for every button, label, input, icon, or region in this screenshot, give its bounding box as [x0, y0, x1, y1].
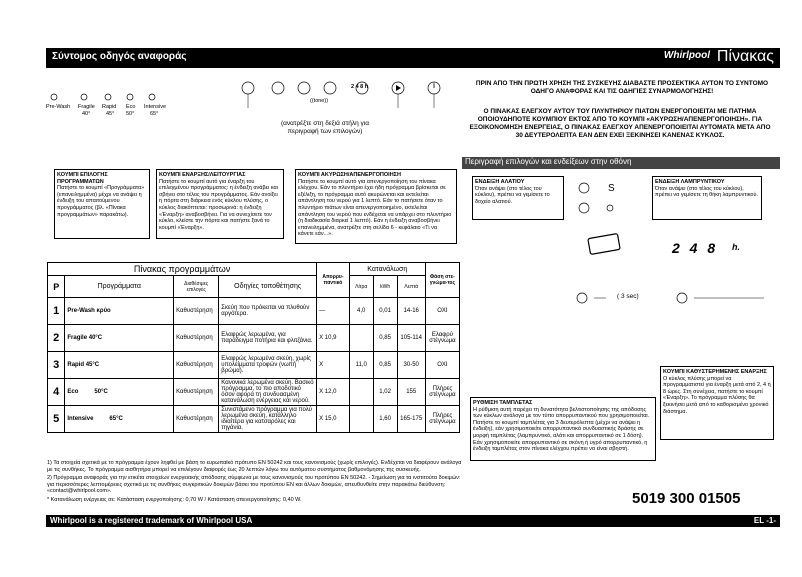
prewash-icon — [51, 94, 57, 100]
program-label-rapid: Rapid — [102, 104, 117, 110]
delay-display: 2 4 8 — [672, 240, 719, 256]
row-load: Κανονικά λερωμένα σκεύη. Βασικό πρόγραμμα, το πιο αποδοτικό όσον αφορά τη συνδυασμένη κατανάλωση ενέργειας και νερού. — [219, 379, 317, 406]
table-row — [48, 352, 460, 379]
program-label-intensive: Intensive — [144, 104, 167, 110]
row-detergent: X 15,0 — [317, 406, 350, 433]
row-program-name: Pre-Wash κρύο — [67, 308, 111, 314]
program-temp-fragile: 40° — [82, 111, 91, 117]
footer-page: EL -1- — [753, 516, 776, 525]
row-program — [65, 406, 174, 433]
row-program-name: Fragile 40°C — [67, 335, 103, 341]
tablet-button-icon — [577, 293, 587, 303]
row-min: 165-175 — [397, 406, 425, 433]
panel-buttons — [238, 78, 458, 108]
control-panel — [46, 76, 458, 126]
row-available: Καθυστέρηση — [174, 298, 219, 325]
program-table — [47, 262, 460, 433]
tablet-box-text: Η ρύθμιση αυτή παρέχει τη δυνατότητα βελτιστοποίησης της απόδοσης των κύκλων ανάλογα με τον τύπο απορρυπαντικού που χρησιμοποιείται. Πατήστε το κουμπί ταμπλέτας για 3 δευτερόλεπτα (μέχρι να ανάψει η ένδειξη), εάν χρησιμοποιείτε απορρυπαντικά συνδυαστικής δράσης σε μορφή ταμπλέτας (λαμπρυντικό, αλάτι και απορρυπαντικό σε 1 δόση). Εάν χρησιμοποιείτε απορρυπαντικό σε σκόνη ή υγρό απορρυπαντικό, η ένδειξη ταμπλέτας στον πίνακα ελέγχου πρέπει να είναι σβηστή. — [473, 406, 650, 453]
row-detergent: — — [317, 298, 350, 325]
program-temp-intensive: 65° — [150, 111, 159, 117]
row-phase: ΟΧΙ — [425, 352, 459, 379]
row-kwh: 0,85 — [373, 325, 397, 352]
callout-program-select — [54, 169, 150, 239]
row-available: Καθυστέρηση — [174, 379, 219, 406]
table-row — [48, 406, 460, 433]
row-phase: Ελαφρύ στέγνωμα — [425, 325, 459, 352]
row-phase: Πλήρες στέγνωμα — [425, 379, 459, 406]
row-number: 1 — [48, 298, 65, 325]
row-phase: Πλήρες στέγνωμα — [425, 406, 459, 433]
row-litre — [349, 325, 373, 352]
program-select-button — [242, 82, 254, 94]
row-program — [65, 325, 174, 352]
row-program-name: Intensive — [67, 416, 94, 422]
program-temp-rapid: 45° — [106, 111, 115, 117]
table-row — [48, 325, 460, 352]
play-icon — [396, 85, 401, 91]
th-detergent: Απορρυ-παντικό — [317, 263, 350, 298]
row-program — [65, 298, 174, 325]
table-title: Πίνακας προγραμμάτων — [48, 263, 317, 276]
row-kwh: 0,85 — [373, 352, 397, 379]
note-2: 2) Πρόγραμμα αναφοράς για την ετικέτα στοιχείων ενεργειακής απόδοσης σύμφωνα με τους κανονισμούς του προτύπου ΕΝ 50242. - Σημείωση για τα ινστιτούτα δοκιμών: για περισσότερες λεπτομέρειες σχετικά με τις συνθήκες συγκριτικών δοκιμών βάσει του προτύπου EN και άλλων δοκιμών, απευθυνθείτε στην παρακάτω διεύθυνση: «contact@whirlpool.com». — [47, 475, 461, 495]
page-title: Σύντομος οδηγός αναφοράς — [52, 51, 187, 62]
row-program-name: Eco — [67, 389, 79, 395]
row-litre: 11,0 — [349, 352, 373, 379]
three-sec: ( 3 sec) — [617, 293, 639, 300]
table-row — [48, 379, 460, 406]
row-litre: 4,0 — [349, 298, 373, 325]
program-temp-eco: 50° — [126, 111, 135, 117]
desc-bar: Περιγραφή επιλογών και ενδείξεων στην οθόνη — [462, 157, 780, 169]
row-load: Ελαφρώς λερωμένα, για παράδειγμα ποτήρια και φλιτζάνια. — [219, 325, 317, 352]
tone-label: ((tone)) — [310, 98, 329, 104]
arrows — [574, 288, 774, 308]
th-consumption: Κατανάλωση — [349, 263, 425, 276]
tablet-box-title: ΡΥΘΜΙΣΗ ΤΑΜΠΛΕΤΑΣ — [473, 400, 533, 406]
callout-start — [156, 169, 284, 239]
callout-start-text: Πατήστε το κουμπί αυτό για έναρξη του επιλεγμένου προγράμματος: η ένδειξη ανάβει και σβήνει στο τέλος του προγράμματος. Εάν ανοίξει η πόρτα στη διάρκεια ενός κύκλου πλύσης, ο κύκλος διακόπτεται: προσωρινά: η ένδειξη «Έναρξη» αναβοσβήνει. Για να συνεχίσετε τον κύκλο, κλείστε την πόρτα και πατήστε ξανά το κουμπί «Έναρξη». — [159, 178, 278, 231]
delay-box-title: ΚΟΥΜΠΙ ΚΑΘΥΣΤΕΡΗΜΕΝΗΣ ΕΝΑΡΞΗΣ — [663, 369, 767, 375]
salt-indicator-icon — [272, 82, 284, 94]
th-kwh: kWh — [373, 276, 397, 298]
salt-indicator-text: Όταν ανάψει (στο τέλος του κύκλου), πρέπει να γεμίσετε το δοχείο αλατιού. — [475, 185, 550, 205]
rinse-indicator-text: Όταν ανάψει (στο τέλος του κύκλου), πρέπει να γεμίσετε τη θήκη λαμπρυντικού. — [655, 185, 759, 199]
panel-caption: (ανατρέξτε στη δεξιά στήλη για περιγραφή των επιλογών) — [280, 120, 370, 136]
notes — [47, 460, 462, 504]
row-program-temp: 65°C — [109, 416, 123, 422]
product-code: 5019 300 01505 — [632, 490, 741, 507]
brand-logo: Whirlpool — [663, 50, 710, 61]
indicator-icons — [570, 178, 650, 218]
row-phase: ΟΧΙ — [425, 298, 459, 325]
warning-second: Ο ΠΙΝΑΚΑΣ ΕΛΕΓΧΟΥ ΑΥΤΟΥ ΤΟΥ ΠΛΥΝΤΗΡΙΟΥ ΠΙΑΤΩΝ ΕΝΕΡΓΟΠΟΙΕΙΤΑΙ ΜΕ ΠΑΤΗΜΑ ΟΠΟΙΟΥΔΗΠΟΤΕ ΚΟΥΜΠΙΟΥ ΕΚΤΟΣ ΑΠΟ ΤΟ ΚΟΥΜΠΙ «ΑΚΥΡΩΣΗ/ΑΠΕΝΕΡΓΟΠΟΙΗΣΗ». ΓΙΑ ΕΞΟΙΚΟΝΟΜΗΣΗ ΕΝΕΡΓΕΙΑΣ, Ο ΠΙΝΑΚΑΣ ΕΛΕΓΧΟΥ ΑΠΕΝΕΡΓΟΠΟΙΕΙΤΑΙ ΑΥΤΟΜΑΤΑ ΜΕΤΑ ΑΠΟ 30 ΔΕΥΤΕΡΟΛΕΠΤΑ ΕΑΝ ΔΕΝ ΕΧΕΙ ΞΕΚΙΝΗΣΕΙ ΚΑΝΕΝΑΣ ΚΥΚΛΟΣ. — [469, 108, 771, 140]
row-program-name: Rapid 45°C — [67, 362, 100, 368]
program-icons — [46, 90, 176, 104]
rinse-icon — [579, 203, 589, 213]
header-bar — [46, 48, 780, 68]
th-load: Οδηγίες τοποθέτησης — [219, 276, 317, 298]
row-load: Ελαφρώς λερωμένα σκεύη, χωρίς υπολείμματα τροφών (νωπή βρώμα). — [219, 352, 317, 379]
tablet-box — [470, 397, 656, 461]
row-min: 105-114 — [397, 325, 425, 352]
callout-cancel — [295, 169, 457, 244]
callout-program-select-text: Πατήστε το κουμπί «Προγράμματα» (επανειλημμένα) μέχρι να ανάψει η ένδειξη του απαιτούμενου προγράμματος (βλ. «Πίνακα προγραμμάτων» παρακάτω). — [57, 185, 145, 218]
salt-indicator-title: ΕΝΔΕΙΞΗ ΑΛΑΤΙΟΥ — [475, 179, 525, 185]
row-load: Σκεύη που πρόκειται να πλυθούν αργότερα. — [219, 298, 317, 325]
program-label-fragile: Fragile — [78, 104, 95, 110]
note-1: 1) Τα στοιχεία σχετικά με το πρόγραμμα έχουν ληφθεί με βάση το ευρωπαϊκό πρότυπο EN 50242 και τους κανονισμούς (χωρίς επιλογές). Ενδέχεται να διαφέρουν ανάλογα με τις συνθήκες. Το πρόγραμμα αισθητήρα μπορεί να επιλέγουν διαφορές έως 20 λεπτών λόγω του αυτόματου συστήματος βαθμονόμησης της συσκευής. — [47, 460, 462, 473]
row-detergent: X 12,0 — [317, 379, 350, 406]
callout-start-title: ΚΟΥΜΠΙ ΕΝΑΡΞΗΣ/ΛΕΙΤΟΥΡΓΙΑΣ — [159, 172, 246, 178]
row-program — [65, 352, 174, 379]
rinse-indicator-title: ΕΝΔΕΙΞΗ ΛΑΜΠΡΥΝΤΙΚΟΥ — [655, 179, 725, 185]
delay-box — [660, 366, 774, 440]
delay-unit: h. — [732, 242, 740, 252]
fragile-icon — [81, 94, 87, 100]
th-programs: Προγράμματα — [65, 276, 174, 298]
program-label-prewash: Pre-Wash — [46, 104, 71, 110]
row-min: 14-16 — [397, 298, 425, 325]
th-p: P — [48, 276, 65, 298]
callout-cancel-title: ΚΟΥΜΠΙ ΑΚΥΡΩΣΗ/ΑΠΕΝΕΡΓΟΠΟΙΗΣΗ — [298, 172, 401, 178]
warning-first: ΠΡΙΝ ΑΠΟ ΤΗΝ ΠΡΩΤΗ ΧΡΗΣΗ ΤΗΣ ΣΥΣΚΕΥΗΣ ΔΙΑΒΑΣΤΕ ΠΡΟΣΕΚΤΙΚΑ ΑΥΤΟΝ ΤΟ ΣΥΝΤΟΜΟ ΟΔΗΓΟ ΑΝΑΦΟΡΑΣ ΚΑΙ ΤΙΣ ΟΔΗΓΙΕΣ ΣΥΝΑΡΜΟΛΟΓΗΣΗΣ! — [475, 80, 769, 96]
note-3: * Κατανάλωση ενέργειας σε: Κατάσταση ενεργοποίησης: 0,70 W / Κατάσταση απενεργοποίησης: 0,40 W. — [47, 496, 302, 503]
table-row — [48, 298, 460, 325]
rapid-icon — [105, 94, 111, 100]
row-number: 5 — [48, 406, 65, 433]
delay-button-icon — [677, 293, 687, 303]
row-kwh: 1,02 — [373, 379, 397, 406]
program-label-eco: Eco — [126, 104, 136, 110]
row-detergent: X 10,9 — [317, 325, 350, 352]
th-min: Λεπτά — [397, 276, 425, 298]
rinse-indicator-box — [652, 176, 762, 220]
row-min: 30-50 — [397, 352, 425, 379]
delay-hours: 2 4 8 h — [351, 84, 369, 90]
intensive-icon — [149, 94, 155, 100]
tablet-icon — [585, 232, 625, 258]
salt-s-icon: S — [608, 183, 615, 194]
salt-icon — [579, 183, 589, 193]
th-phase: Φάση στε-γνώμα-τος — [425, 263, 459, 298]
rinse-indicator-icon — [298, 82, 310, 94]
row-litre — [349, 406, 373, 433]
th-litre: Λίτρα — [349, 276, 373, 298]
row-available: Καθυστέρηση — [174, 406, 219, 433]
footer-trademark: Whirlpool is a registered trademark of Whirlpool USA — [50, 516, 253, 525]
row-kwh: 1,60 — [373, 406, 397, 433]
tablet-button — [324, 82, 336, 94]
row-number: 2 — [48, 325, 65, 352]
callout-program-select-title: ΚΟΥΜΠΙ ΕΠΙΛΟΓΗΣ ΠΡΟΓΡΑΜΜΑΤΩΝ — [57, 172, 108, 185]
th-available: Διαθέσιμες επιλογές — [174, 276, 219, 298]
delay-box-text: Ο κύκλος πλύσης μπορεί να προγραμματιστεί για έναρξη μετά από 2, 4 ή 8 ώρες. Στη συνέχεια, πατήστε το κουμπί «Έναρξη». Το πρόγραμμα πλύσης θα ξεκινήσει μετά από το καθορισμένο χρονικό διάστημα. — [663, 375, 771, 415]
row-available: Καθυστέρηση — [174, 325, 219, 352]
row-available: Καθυστέρηση — [174, 352, 219, 379]
header-right: Πίνακας — [716, 48, 774, 65]
row-min: 155 — [397, 379, 425, 406]
eco-icon — [127, 94, 133, 100]
row-program-temp: 50°C — [94, 389, 108, 395]
row-number: 3 — [48, 352, 65, 379]
row-detergent: X — [317, 352, 350, 379]
callout-cancel-text: Πατήστε το κουμπί αυτό για απενεργοποίηση του πίνακα ελέγχου. Εάν το πλυντήριο έχει ήδη πρόγραμμα βρίσκεται σε εξέλιξη, το πρόγραμμα αυτό ακυρώνεται και εκτελείται απάντληση του νερού για 1 λεπτό. Εάν το πατήσετε όταν το πλυντήριο πιάτων είναι απενεργοποιημένο, εκτελείται απάντληση του νερού που ενδέχεται να υπάρχει στο πλυντήριο (η διαδικασία διαρκεί 1 λεπτό). Εάν η ένδειξη αναβοσβήνει επανειλημμένα, ανατρέξτε στη σελίδα 6 - κεφάλαιο «Τι να κάνετε εάν...». — [298, 178, 452, 238]
row-number: 4 — [48, 379, 65, 406]
row-kwh: 0,01 — [373, 298, 397, 325]
row-load: Συνιστάμενο πρόγραμμα για πολύ λερωμένα σκεύη, κατάλληλο ιδιαίτερα για κατσαρόλες και τηγάνια. — [219, 406, 317, 433]
row-litre — [349, 379, 373, 406]
row-program — [65, 379, 174, 406]
rinse-sun-icon — [607, 205, 613, 211]
salt-indicator-box — [472, 176, 564, 220]
footer-bar — [46, 515, 780, 527]
